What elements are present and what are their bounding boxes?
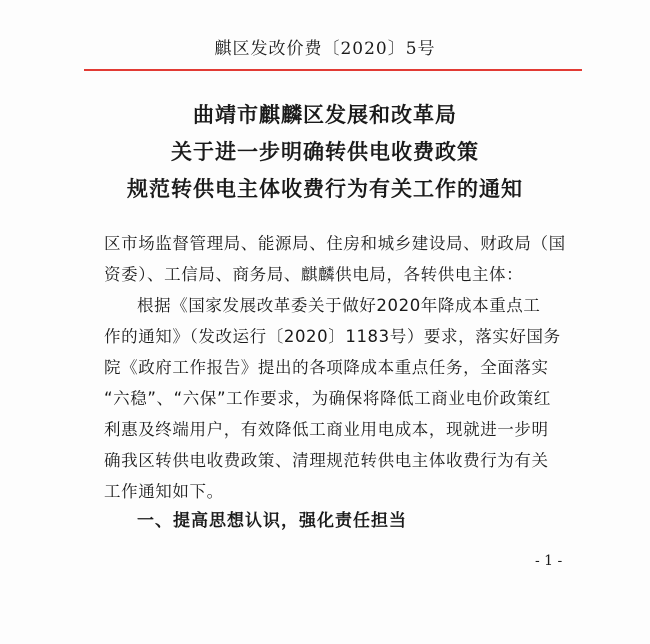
addressee-line-1: 区市场监督管理局、能源局、住房和城乡建设局、财政局（国	[104, 234, 566, 253]
addressee-block	[104, 228, 564, 290]
paragraph-line-7: 工作通知如下。	[104, 482, 224, 501]
title-line-2: 关于进一步明确转供电收费政策	[171, 139, 479, 164]
document-title	[0, 96, 650, 207]
title-line-3: 规范转供电主体收费行为有关工作的通知	[127, 176, 523, 201]
paragraph-line-2: 作的通知》（发改运行〔2020〕1183号）要求，落实好国务	[104, 327, 561, 346]
red-divider-line	[84, 69, 582, 71]
paragraph-line-3: 院《政府工作报告》提出的各项降成本重点任务，全面落实	[104, 358, 549, 377]
document-number: 麒区发改价费〔2020〕5号	[214, 39, 436, 59]
addressee-line-2: 资委）、工信局、商务局、麒麟供电局，各转供电主体：	[104, 265, 524, 284]
paragraph-line-6: 确我区转供电收费政策、清理规范转供电主体收费行为有关	[104, 451, 549, 470]
paragraph-line-5: 利惠及终端用户，有效降低工商业用电成本，现就进一步明	[104, 420, 549, 439]
section-heading-1: 一、提高思想认识，强化责任担当	[137, 511, 407, 531]
paragraph-line-1: 根据《国家发展改革委关于做好2020年降成本重点工	[137, 296, 541, 315]
body-paragraph-1	[104, 290, 564, 507]
title-line-1: 曲靖市麒麟区发展和改革局	[193, 102, 457, 127]
page-number: - 1 -	[535, 553, 563, 569]
paragraph-line-4: “六稳”、“六保”工作要求，为确保将降低工商业电价政策红	[104, 389, 551, 408]
